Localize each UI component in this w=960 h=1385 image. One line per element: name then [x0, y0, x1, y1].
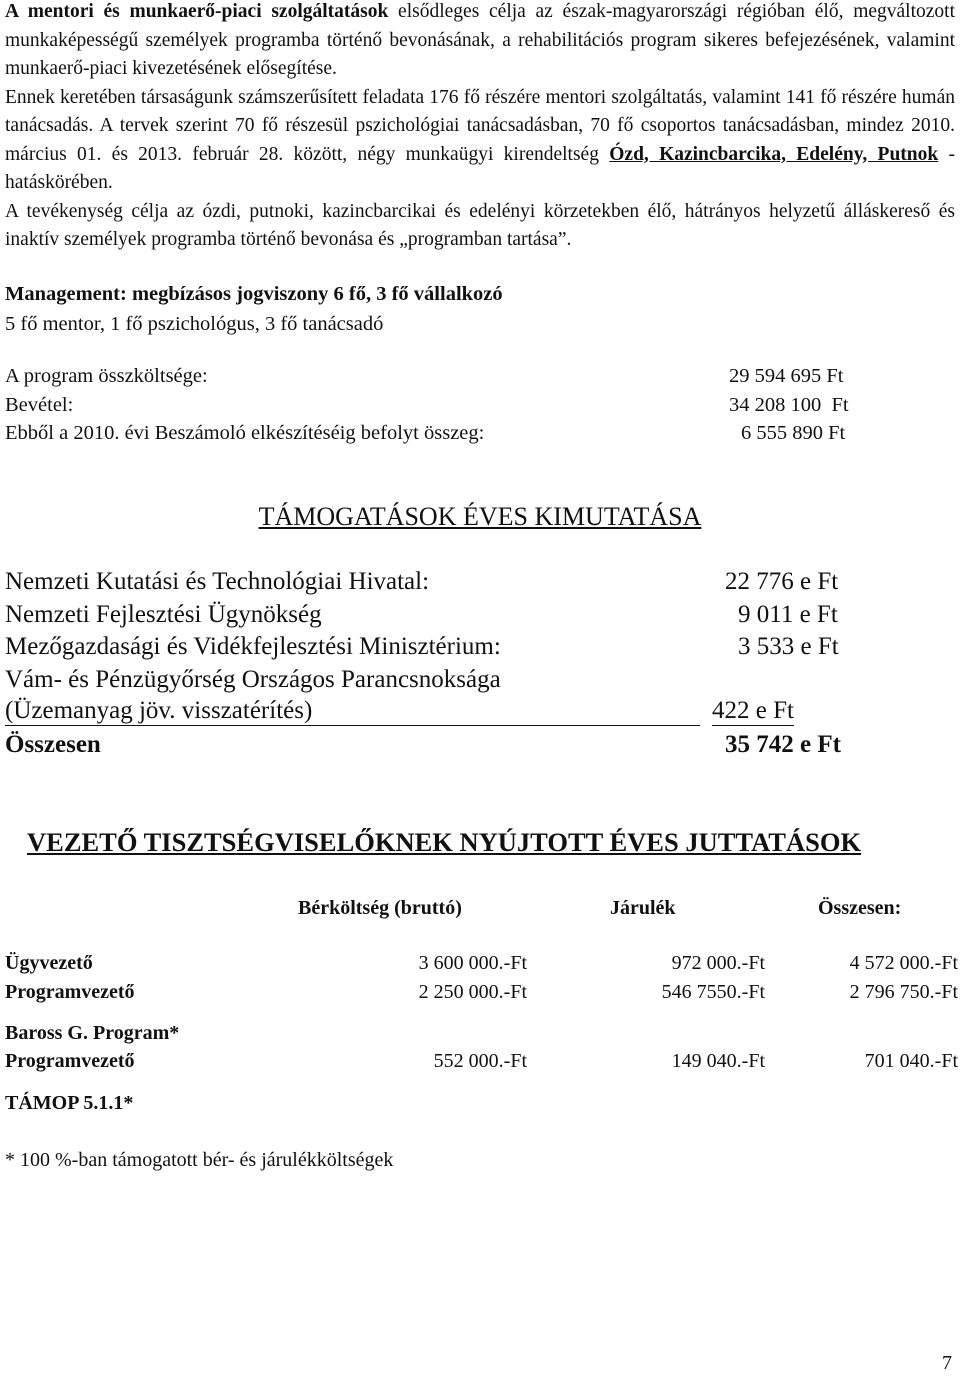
row-label: Ügyvezető	[5, 952, 93, 974]
cost-value: 34 208 100 Ft	[729, 393, 849, 416]
support-table	[5, 566, 955, 761]
cost-value: 6 555 890 Ft	[741, 422, 846, 444]
support-title: TÁMOGATÁSOK ÉVES KIMUTATÁSA	[258, 502, 702, 531]
support-label: Vám- és Pénzügyőrség Országos Parancsnoksága	[5, 665, 501, 693]
row-total: 4 572 000.-Ft	[849, 952, 958, 974]
intro-offices: Ózd, Kazincbarcika, Edelény, Putnok	[609, 143, 939, 165]
management-line-1: Management: megbízásos jogviszony 6 fő, 3 fő vállalkozó	[5, 283, 503, 305]
cost-label: A program összköltsége:	[5, 365, 208, 387]
intro-paragraph	[5, 0, 955, 255]
row-salary: 3 600 000.-Ft	[418, 952, 527, 974]
row-contrib: 149 040.-Ft	[671, 1050, 765, 1072]
support-value: 22 776 e Ft	[725, 568, 839, 595]
row-contrib: 972 000.-Ft	[671, 952, 765, 974]
support-row	[5, 664, 955, 697]
row-salary: 552 000.-Ft	[433, 1050, 527, 1072]
support-label: Mezőgazdasági és Vidékfejlesztési Minisztérium:	[5, 633, 501, 660]
intro-text-3: - hatáskörében.	[5, 143, 956, 193]
support-row	[5, 696, 955, 729]
cost-value: 29 594 695 Ft	[729, 365, 844, 387]
tamop-label: TÁMOP 5.1.1*	[5, 1092, 134, 1114]
cost-row	[5, 419, 955, 448]
management-line-2: 5 fő mentor, 1 fő pszichológus, 3 fő tanácsadó	[5, 313, 384, 335]
col-header-total: Összesen:	[818, 897, 902, 919]
intro-bold-lead: A mentori és munkaerő-piaci szolgáltatások	[5, 1, 389, 22]
support-row	[5, 631, 955, 664]
intro-text-2: Ennek keretében társaságunk számszerűsített feladata 176 fő részére mentori szolgáltatás, valamint 141 fő részére humán tanácsadás. A tervek szerint 70 fő részesül pszichológiai tanácsadásban, 70 fő csoportos tanácsadásban, mindez 2010. március 01. és 2013. február 28. között, négy munkaügyi kirendeltség	[5, 86, 955, 165]
support-value: 422 e Ft	[712, 697, 794, 724]
support-row	[5, 599, 955, 632]
cost-row	[5, 391, 955, 420]
support-value: 3 533 e Ft	[738, 633, 839, 660]
leaders-title: VEZETŐ TISZTSÉGVISELŐKNEK NYÚJTOTT ÉVES JUTTATÁSOK	[27, 827, 862, 857]
col-header-salary: Bérköltség (bruttó)	[298, 897, 462, 919]
support-label: Nemzeti Kutatási és Technológiai Hivatal:	[5, 568, 430, 595]
row-contrib: 546 7550.-Ft	[661, 981, 765, 1003]
management-block	[5, 279, 503, 339]
intro-text-1: elsődleges célja az észak-magyarországi régióban élő, megváltozott munkaképességű személyek programba történő bevonásának, a rehabilitációs program sikeres befejezésének, valamint munkaerő-piaci kivezetésének elősegítése.	[5, 1, 955, 79]
support-total-value: 35 742 e Ft	[725, 730, 841, 758]
support-value: 9 011 e Ft	[738, 600, 838, 628]
col-header-contrib: Járulék	[610, 897, 676, 919]
support-label: (Üzemanyag jöv. visszatérítés)	[5, 696, 700, 726]
footnote: * 100 %-ban támogatott bér- és járulékköltségek	[5, 1149, 394, 1171]
cost-label: Ebből a 2010. évi Beszámoló elkészítéséig befolyt összeg:	[5, 422, 485, 444]
group-label: Baross G. Program*	[5, 1022, 180, 1044]
row-total: 701 040.-Ft	[864, 1050, 958, 1072]
cost-label: Bevétel:	[5, 393, 74, 416]
intro-text-4: A tevékenység célja az ózdi, putnoki, kazincbarcikai és edelényi körzetekben élő, hátrányos helyzetű álláskereső és inaktív személyek programba történő bevonása és „programban tartása”.	[5, 200, 955, 250]
row-label: Programvezető	[5, 981, 135, 1003]
support-total-label: Összesen	[5, 730, 101, 758]
support-label: Nemzeti Fejlesztési Ügynökség	[5, 600, 322, 628]
cost-row	[5, 362, 955, 391]
row-salary: 2 250 000.-Ft	[418, 981, 527, 1003]
support-row	[5, 566, 955, 599]
support-total-row	[5, 729, 955, 762]
row-total: 2 796 750.-Ft	[849, 981, 958, 1003]
page-number: 7	[942, 1352, 952, 1374]
row-label: Programvezető	[5, 1050, 135, 1072]
program-costs	[5, 362, 955, 448]
